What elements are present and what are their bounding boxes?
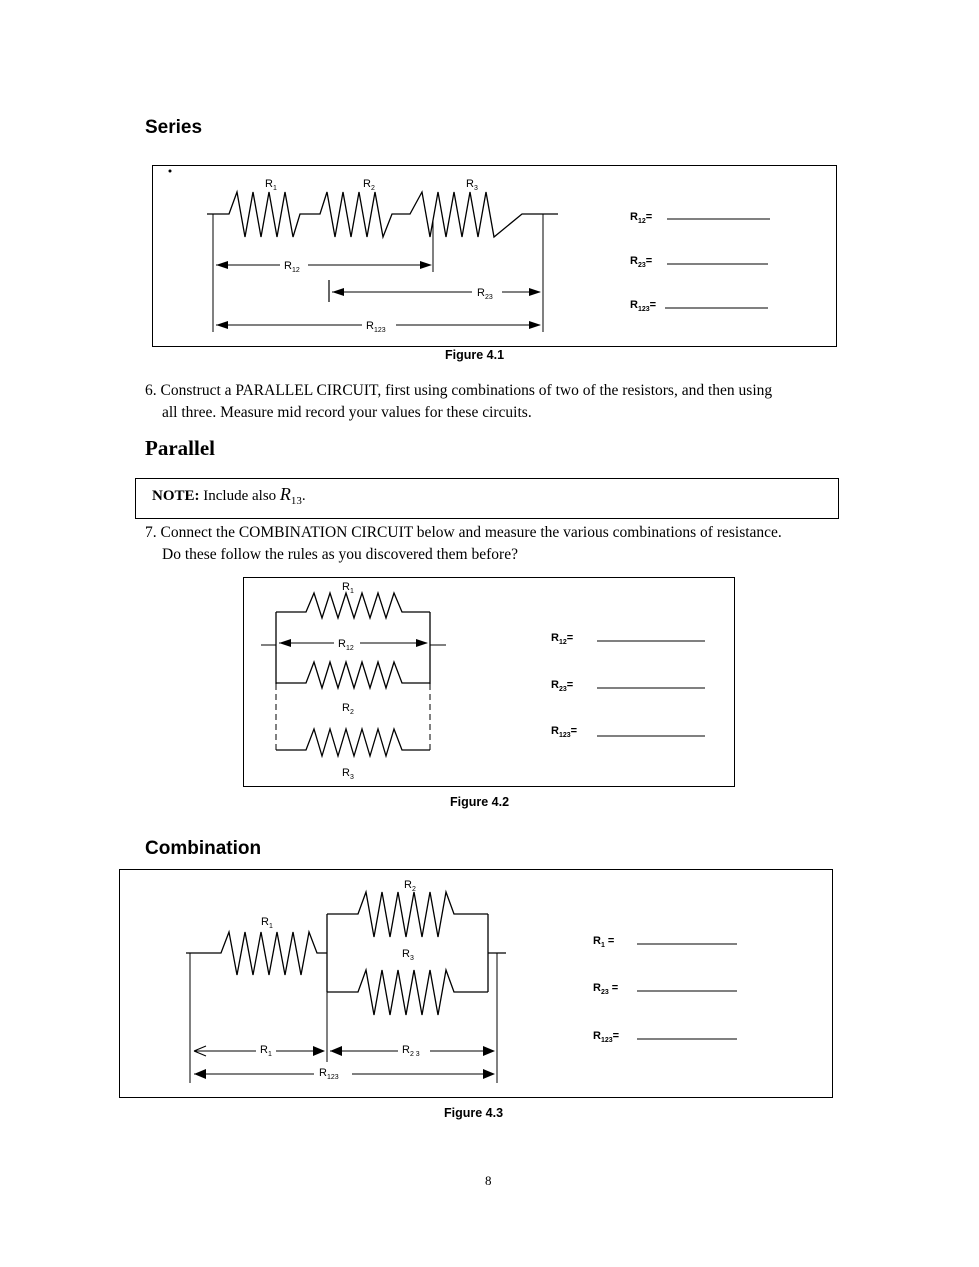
- f41-measure-r12: $R_{12}=$: [630, 211, 653, 225]
- f41-resistor-label-2: $R_2$: [363, 178, 375, 192]
- f41-measure-r123: $R_{123}=$: [630, 299, 657, 313]
- f42-resistor-label-2: $R_2$: [342, 702, 354, 716]
- f43-resistor-label-2: $R_2$: [404, 879, 416, 893]
- page-number: 8: [485, 1173, 492, 1188]
- parallel-heading: Parallel: [145, 436, 215, 460]
- f41-span-label-r123: $R_{123}$: [366, 320, 386, 334]
- note-variable-subscript: 13: [290, 495, 302, 507]
- f43-span-label-r23: $R_{2 3}$: [402, 1044, 420, 1058]
- f43-resistor-label-3: $R_3$: [402, 948, 414, 962]
- f42-measure-r12: $R_{12}=$: [551, 632, 574, 646]
- f41-resistor-label-1: $R_1$: [265, 178, 277, 192]
- f42-resistor-label-1: $R_1$: [342, 581, 354, 595]
- note-text: Include also: [203, 488, 277, 504]
- f41-resistor-label-3: $R_3$: [466, 178, 478, 192]
- combination-heading: Combination: [145, 838, 262, 859]
- figure-4-2-caption: Figure 4.2: [450, 795, 510, 809]
- item-6-number: 6.: [145, 382, 157, 399]
- item-6-line-2: all three. Measure mid record your values for these circuits.: [162, 404, 532, 421]
- item-7-line-2: Do these follow the rules as you discovered them before?: [162, 546, 518, 563]
- f42-span-label-r12: $R_{12}$: [338, 638, 354, 652]
- f41-span-label-r12: $R_{12}$: [284, 260, 300, 274]
- f43-measure-r123: $R_{123}=$: [593, 1030, 620, 1044]
- f43-measure-r23: $R_{23}$ =: [593, 982, 619, 996]
- item-7-line-1: Connect the COMBINATION CIRCUIT below and measure the various combinations of resistance.: [160, 524, 782, 541]
- f42-measure-r123: $R_{123}=$: [551, 725, 578, 739]
- f43-resistor-label-1: $R_1$: [261, 916, 273, 930]
- figure-4-3-caption: Figure 4.3: [444, 1106, 504, 1120]
- f41-span-label-r23: $R_{23}$: [477, 287, 493, 301]
- f41-measure-r23: $R_{23}=$: [630, 255, 653, 269]
- note-variable: R: [279, 484, 291, 504]
- f43-measure-r1: $R_1$ =: [593, 935, 615, 949]
- f42-resistor-label-3: $R_3$: [342, 767, 354, 781]
- note-label: NOTE:: [152, 488, 200, 504]
- f42-measure-r23: $R_{23}=$: [551, 679, 574, 693]
- note-end: .: [301, 488, 306, 504]
- figure-4-1-caption: Figure 4.1: [445, 348, 505, 362]
- series-heading: Series: [145, 117, 203, 138]
- f43-span-label-r123: $R_{123}$: [319, 1067, 339, 1081]
- f43-span-label-r1: $R_1$: [260, 1044, 272, 1058]
- item-7-number: 7.: [145, 524, 157, 541]
- item-6-line-1: Construct a PARALLEL CIRCUIT, first using combinations of two of the resistors, and then using: [160, 382, 773, 399]
